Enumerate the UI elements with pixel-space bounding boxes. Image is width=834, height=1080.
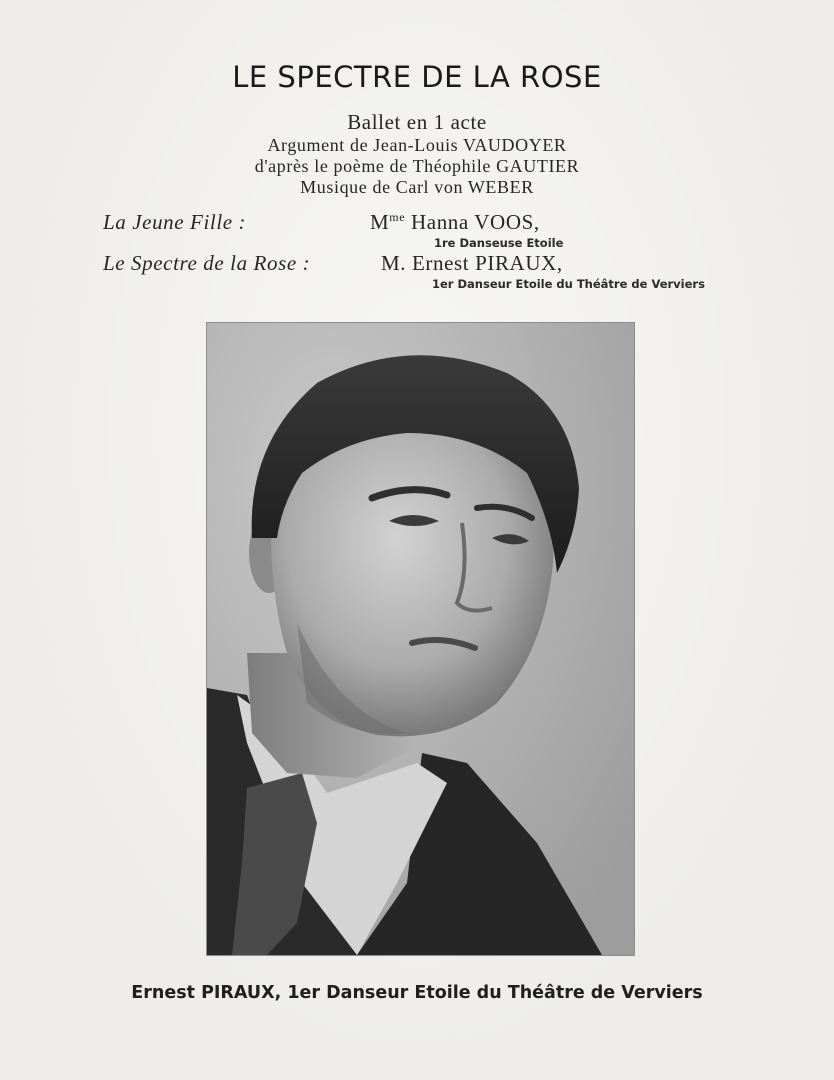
cast-role-jeune-fille: La Jeune Fille : — [103, 210, 247, 234]
portrait-photo — [207, 323, 634, 955]
ballet-title: LE SPECTRE DE LA ROSE — [232, 60, 602, 94]
dancer-name: Hanna VOOS, — [405, 210, 540, 234]
dancer-title: M — [370, 210, 390, 234]
portrait-illustration — [207, 323, 634, 955]
ballet-subtitle: Ballet en 1 acte — [347, 110, 487, 134]
photo-caption: Ernest PIRAUX, 1er Danseur Etoile du Théâtre de Verviers — [131, 983, 703, 1003]
cast-role-spectre: Le Spectre de la Rose : — [103, 251, 311, 275]
dancer-name: Ernest PIRAUX, — [406, 251, 563, 275]
cast-rank-voos: 1re Danseuse Etoile — [434, 236, 564, 250]
cast-rank-piraux: 1er Danseur Etoile du Théâtre de Verviers — [432, 277, 705, 291]
credit-poem: d'après le poème de Théophile GAUTIER — [254, 156, 580, 176]
credit-music: Musique de Carl von WEBER — [300, 177, 534, 197]
dancer-title: M. — [381, 251, 407, 275]
cast-dancer-voos — [370, 210, 540, 235]
dancer-title-suffix: me — [389, 210, 406, 224]
credit-argument: Argument de Jean-Louis VAUDOYER — [267, 135, 567, 155]
cast-dancer-piraux — [381, 251, 563, 276]
